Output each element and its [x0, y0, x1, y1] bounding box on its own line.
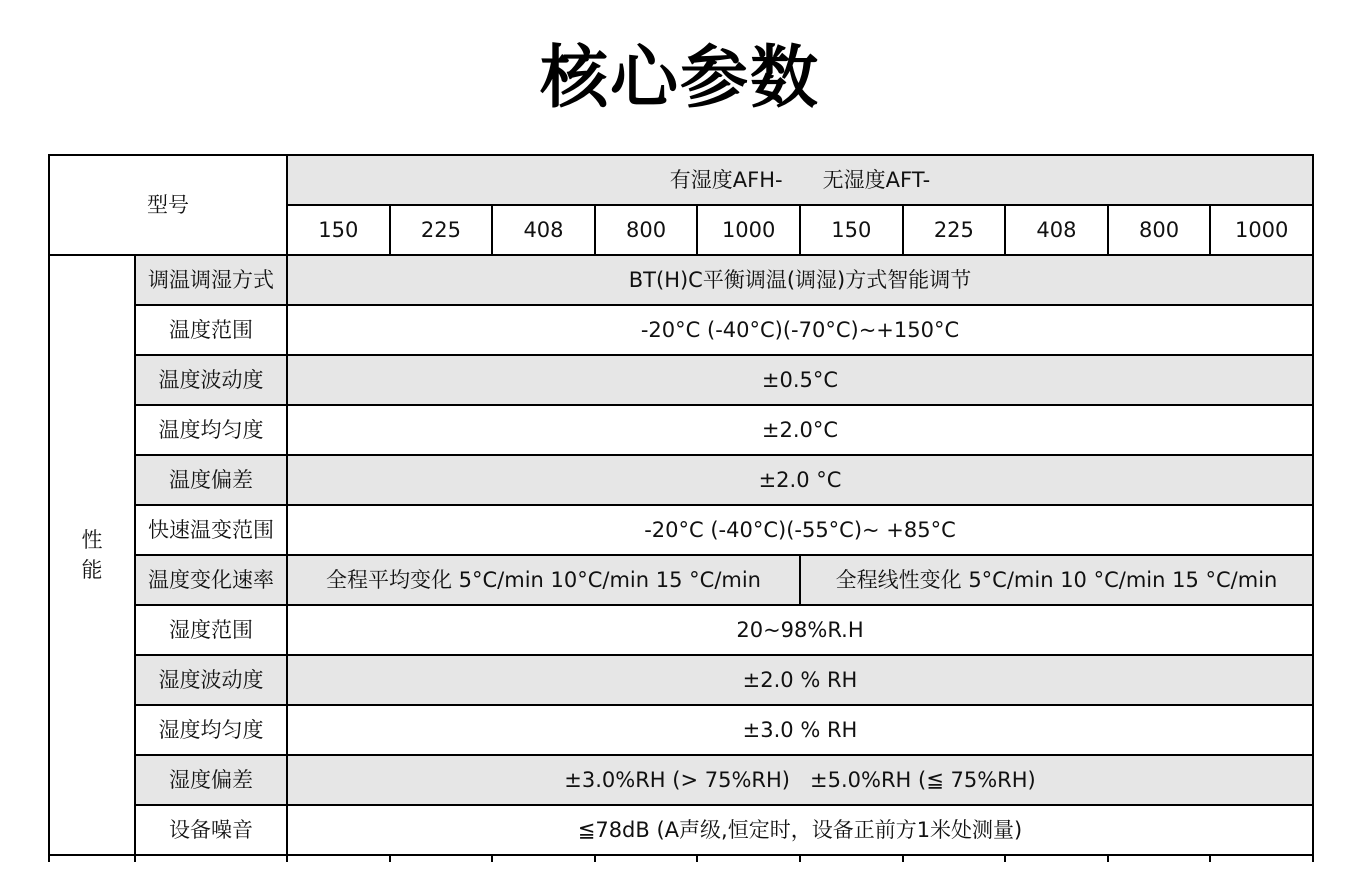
section-label-line: 能 [81, 558, 103, 582]
spec-row [49, 255, 1313, 305]
spec-row [49, 805, 1313, 855]
spec-value: ±2.0°C [287, 405, 1313, 455]
spec-row-cut-off [49, 855, 1313, 862]
model-label: 型号 [49, 155, 287, 255]
spec-label: 温度变化速率 [135, 555, 287, 605]
spec-label: 湿度波动度 [135, 655, 287, 705]
spec-value-left: 全程平均变化 5°C/min 10°C/min 15 °C/min [287, 555, 800, 605]
spec-label: 调温调湿方式 [135, 255, 287, 305]
spec-label: 温度均匀度 [135, 405, 287, 455]
spec-label: 湿度偏差 [135, 755, 287, 805]
model-number: 800 [1108, 205, 1211, 255]
spec-row [49, 355, 1313, 405]
spec-row [49, 555, 1313, 605]
model-number: 408 [1005, 205, 1108, 255]
spec-value: ±0.5°C [287, 355, 1313, 405]
spec-row [49, 755, 1313, 805]
spec-row [49, 705, 1313, 755]
spec-table [48, 154, 1314, 862]
model-header-row [49, 155, 1313, 205]
model-number: 1000 [697, 205, 800, 255]
spec-value: 20~98%R.H [287, 605, 1313, 655]
spec-label: 温度波动度 [135, 355, 287, 405]
spec-row [49, 405, 1313, 455]
model-number: 150 [800, 205, 903, 255]
model-number: 150 [287, 205, 390, 255]
section-label-line: 性 [81, 528, 103, 552]
model-number: 408 [492, 205, 595, 255]
spec-value: -20°C (-40°C)(-55°C)~ +85°C [287, 505, 1313, 555]
spec-label: 快速温变范围 [135, 505, 287, 555]
model-number: 225 [903, 205, 1006, 255]
spec-value: -20°C (-40°C)(-70°C)~+150°C [287, 305, 1313, 355]
spec-value: ±2.0 °C [287, 455, 1313, 505]
spec-label: 温度范围 [135, 305, 287, 355]
spec-row [49, 455, 1313, 505]
spec-value: ±3.0 % RH [287, 705, 1313, 755]
spec-row [49, 605, 1313, 655]
spec-value-right: 全程线性变化 5°C/min 10 °C/min 15 °C/min [800, 555, 1313, 605]
spec-value: ±3.0%RH (> 75%RH) ±5.0%RH (≦ 75%RH) [287, 755, 1313, 805]
spec-value: BT(H)C平衡调温(调湿)方式智能调节 [287, 255, 1313, 305]
spec-row [49, 655, 1313, 705]
spec-label: 温度偏差 [135, 455, 287, 505]
model-number: 225 [390, 205, 493, 255]
spec-row [49, 305, 1313, 355]
section-performance-label [49, 255, 135, 855]
model-number: 800 [595, 205, 698, 255]
spec-row [49, 505, 1313, 555]
model-group-header: 有湿度AFH- 无湿度AFT- [287, 155, 1313, 205]
model-number: 1000 [1210, 205, 1313, 255]
spec-value: ±2.0 % RH [287, 655, 1313, 705]
spec-label: 设备噪音 [135, 805, 287, 855]
spec-label: 湿度范围 [135, 605, 287, 655]
spec-value: ≦78dB (A声级,恒定时，设备正前方1米处测量) [287, 805, 1313, 855]
page-title: 核心参数 [539, 39, 820, 118]
spec-label: 湿度均匀度 [135, 705, 287, 755]
